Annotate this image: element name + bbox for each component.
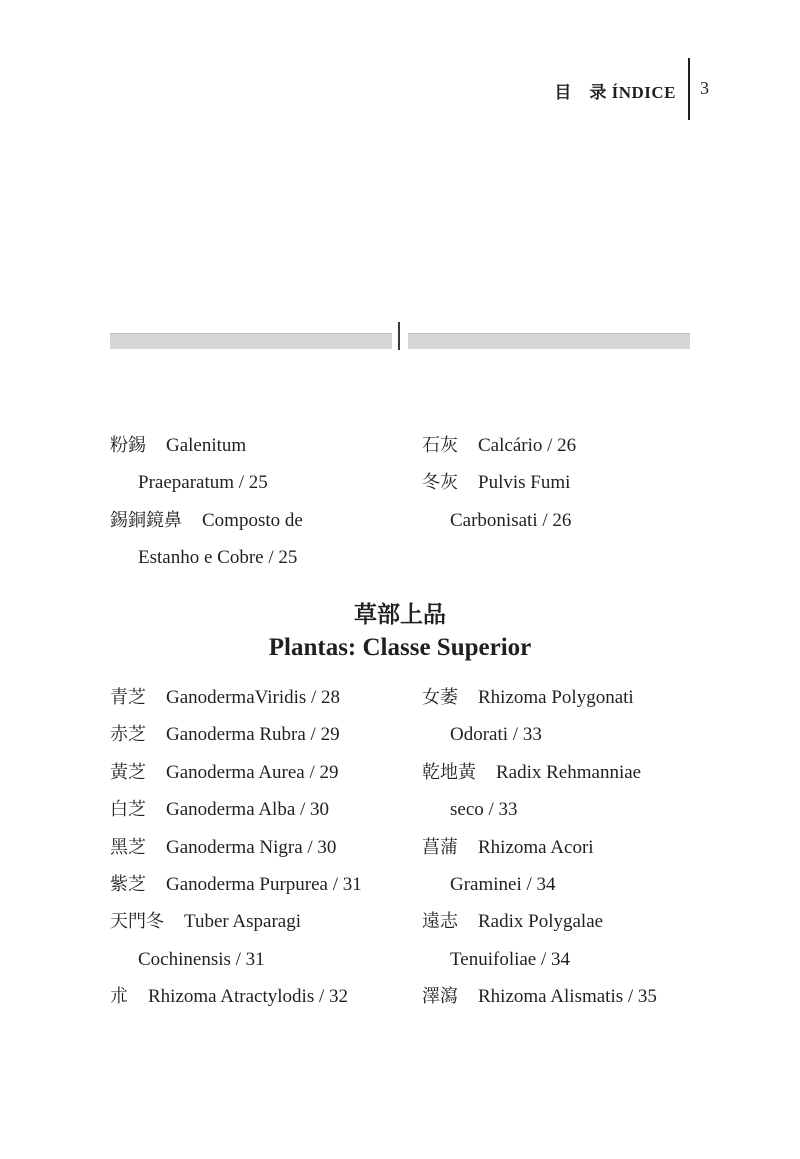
- entry-latin-name: Rhizoma Atractylodis / 32: [148, 986, 349, 1007]
- entry-chinese-name: 錫銅鏡鼻: [110, 510, 182, 531]
- entry-latin-name: Pulvis Fumi: [478, 472, 571, 493]
- header-divider: [688, 58, 690, 120]
- index-entry: [422, 836, 594, 860]
- page-number: 3: [700, 78, 709, 98]
- index-entry: [110, 509, 303, 533]
- entry-latin-name: Rhizoma Acori: [478, 837, 594, 858]
- index-entry: [110, 434, 246, 458]
- entry-latin-name: Galenitum: [166, 435, 247, 456]
- entry-chinese-name: 菖蒲: [422, 837, 458, 858]
- decorative-bar-left: [110, 333, 392, 349]
- entry-latin-name: Ganoderma Purpurea / 31: [166, 874, 362, 895]
- entry-chinese-name: 青芝: [110, 687, 146, 708]
- entry-continuation: Graminei / 34: [450, 874, 556, 895]
- index-entry: [110, 723, 340, 747]
- index-entry: [422, 686, 634, 710]
- entry-latin-name: GanodermaViridis / 28: [166, 687, 341, 708]
- entry-chinese-name: 天門冬: [110, 911, 164, 932]
- entry-chinese-name: 粉錫: [110, 435, 146, 456]
- running-header-title: 目 录 ÍNDICE: [554, 83, 676, 102]
- index-entry: [422, 910, 603, 934]
- entry-latin-name: Tuber Asparagi: [184, 911, 301, 932]
- entry-chinese-name: 白芝: [110, 799, 146, 820]
- entry-chinese-name: 冬灰: [422, 472, 458, 493]
- entry-latin-name: Rhizoma Alismatis / 35: [478, 986, 657, 1007]
- entry-chinese-name: 石灰: [422, 435, 458, 456]
- entry-chinese-name: 女萎: [422, 687, 458, 708]
- entry-latin-name: Composto de: [202, 510, 303, 531]
- entry-latin-name: Rhizoma Polygonati: [478, 687, 634, 708]
- index-entry: [422, 434, 576, 458]
- entry-continuation: Carbonisati / 26: [450, 510, 572, 531]
- entry-latin-name: Ganoderma Alba / 30: [166, 799, 330, 820]
- entry-chinese-name: 朮: [110, 986, 128, 1007]
- entry-chinese-name: 乾地黃: [422, 762, 476, 783]
- index-entry: [110, 761, 339, 785]
- entry-continuation: seco / 33: [450, 799, 518, 820]
- entry-latin-name: Radix Polygalae: [478, 911, 604, 932]
- entry-latin-name: Ganoderma Nigra / 30: [166, 837, 337, 858]
- index-entry: [110, 686, 340, 710]
- index-entry: [422, 985, 657, 1009]
- entry-chinese-name: 黑芝: [110, 837, 146, 858]
- index-entry: [110, 836, 336, 860]
- entry-continuation: Cochinensis / 31: [138, 949, 265, 970]
- decorative-bar-divider: [398, 322, 400, 350]
- entry-latin-name: Radix Rehmanniae: [496, 762, 642, 783]
- index-entry: [110, 985, 348, 1009]
- entry-latin-name: Ganoderma Aurea / 29: [166, 762, 339, 783]
- entry-chinese-name: 赤芝: [110, 724, 146, 745]
- index-entry: [422, 471, 570, 495]
- section-heading-portuguese: Plantas: Classe Superior: [268, 634, 532, 661]
- index-entry: [422, 761, 641, 785]
- index-entry: [110, 910, 301, 934]
- entry-continuation: Estanho e Cobre / 25: [138, 547, 298, 568]
- entry-chinese-name: 遠志: [422, 911, 458, 932]
- entry-continuation: Tenuifoliae / 34: [450, 949, 571, 970]
- entry-chinese-name: 紫芝: [110, 874, 146, 895]
- section-heading-chinese: 草部上品: [354, 602, 446, 628]
- entry-chinese-name: 澤瀉: [422, 986, 458, 1007]
- entry-latin-name: Calcário / 26: [478, 435, 577, 456]
- index-entry: [110, 798, 329, 822]
- decorative-bar-right: [408, 333, 690, 349]
- entry-chinese-name: 黃芝: [110, 762, 146, 783]
- entry-latin-name: Ganoderma Rubra / 29: [166, 724, 340, 745]
- entry-continuation: Odorati / 33: [450, 724, 542, 745]
- index-entry: [110, 873, 362, 897]
- entry-continuation: Praeparatum / 25: [138, 472, 268, 493]
